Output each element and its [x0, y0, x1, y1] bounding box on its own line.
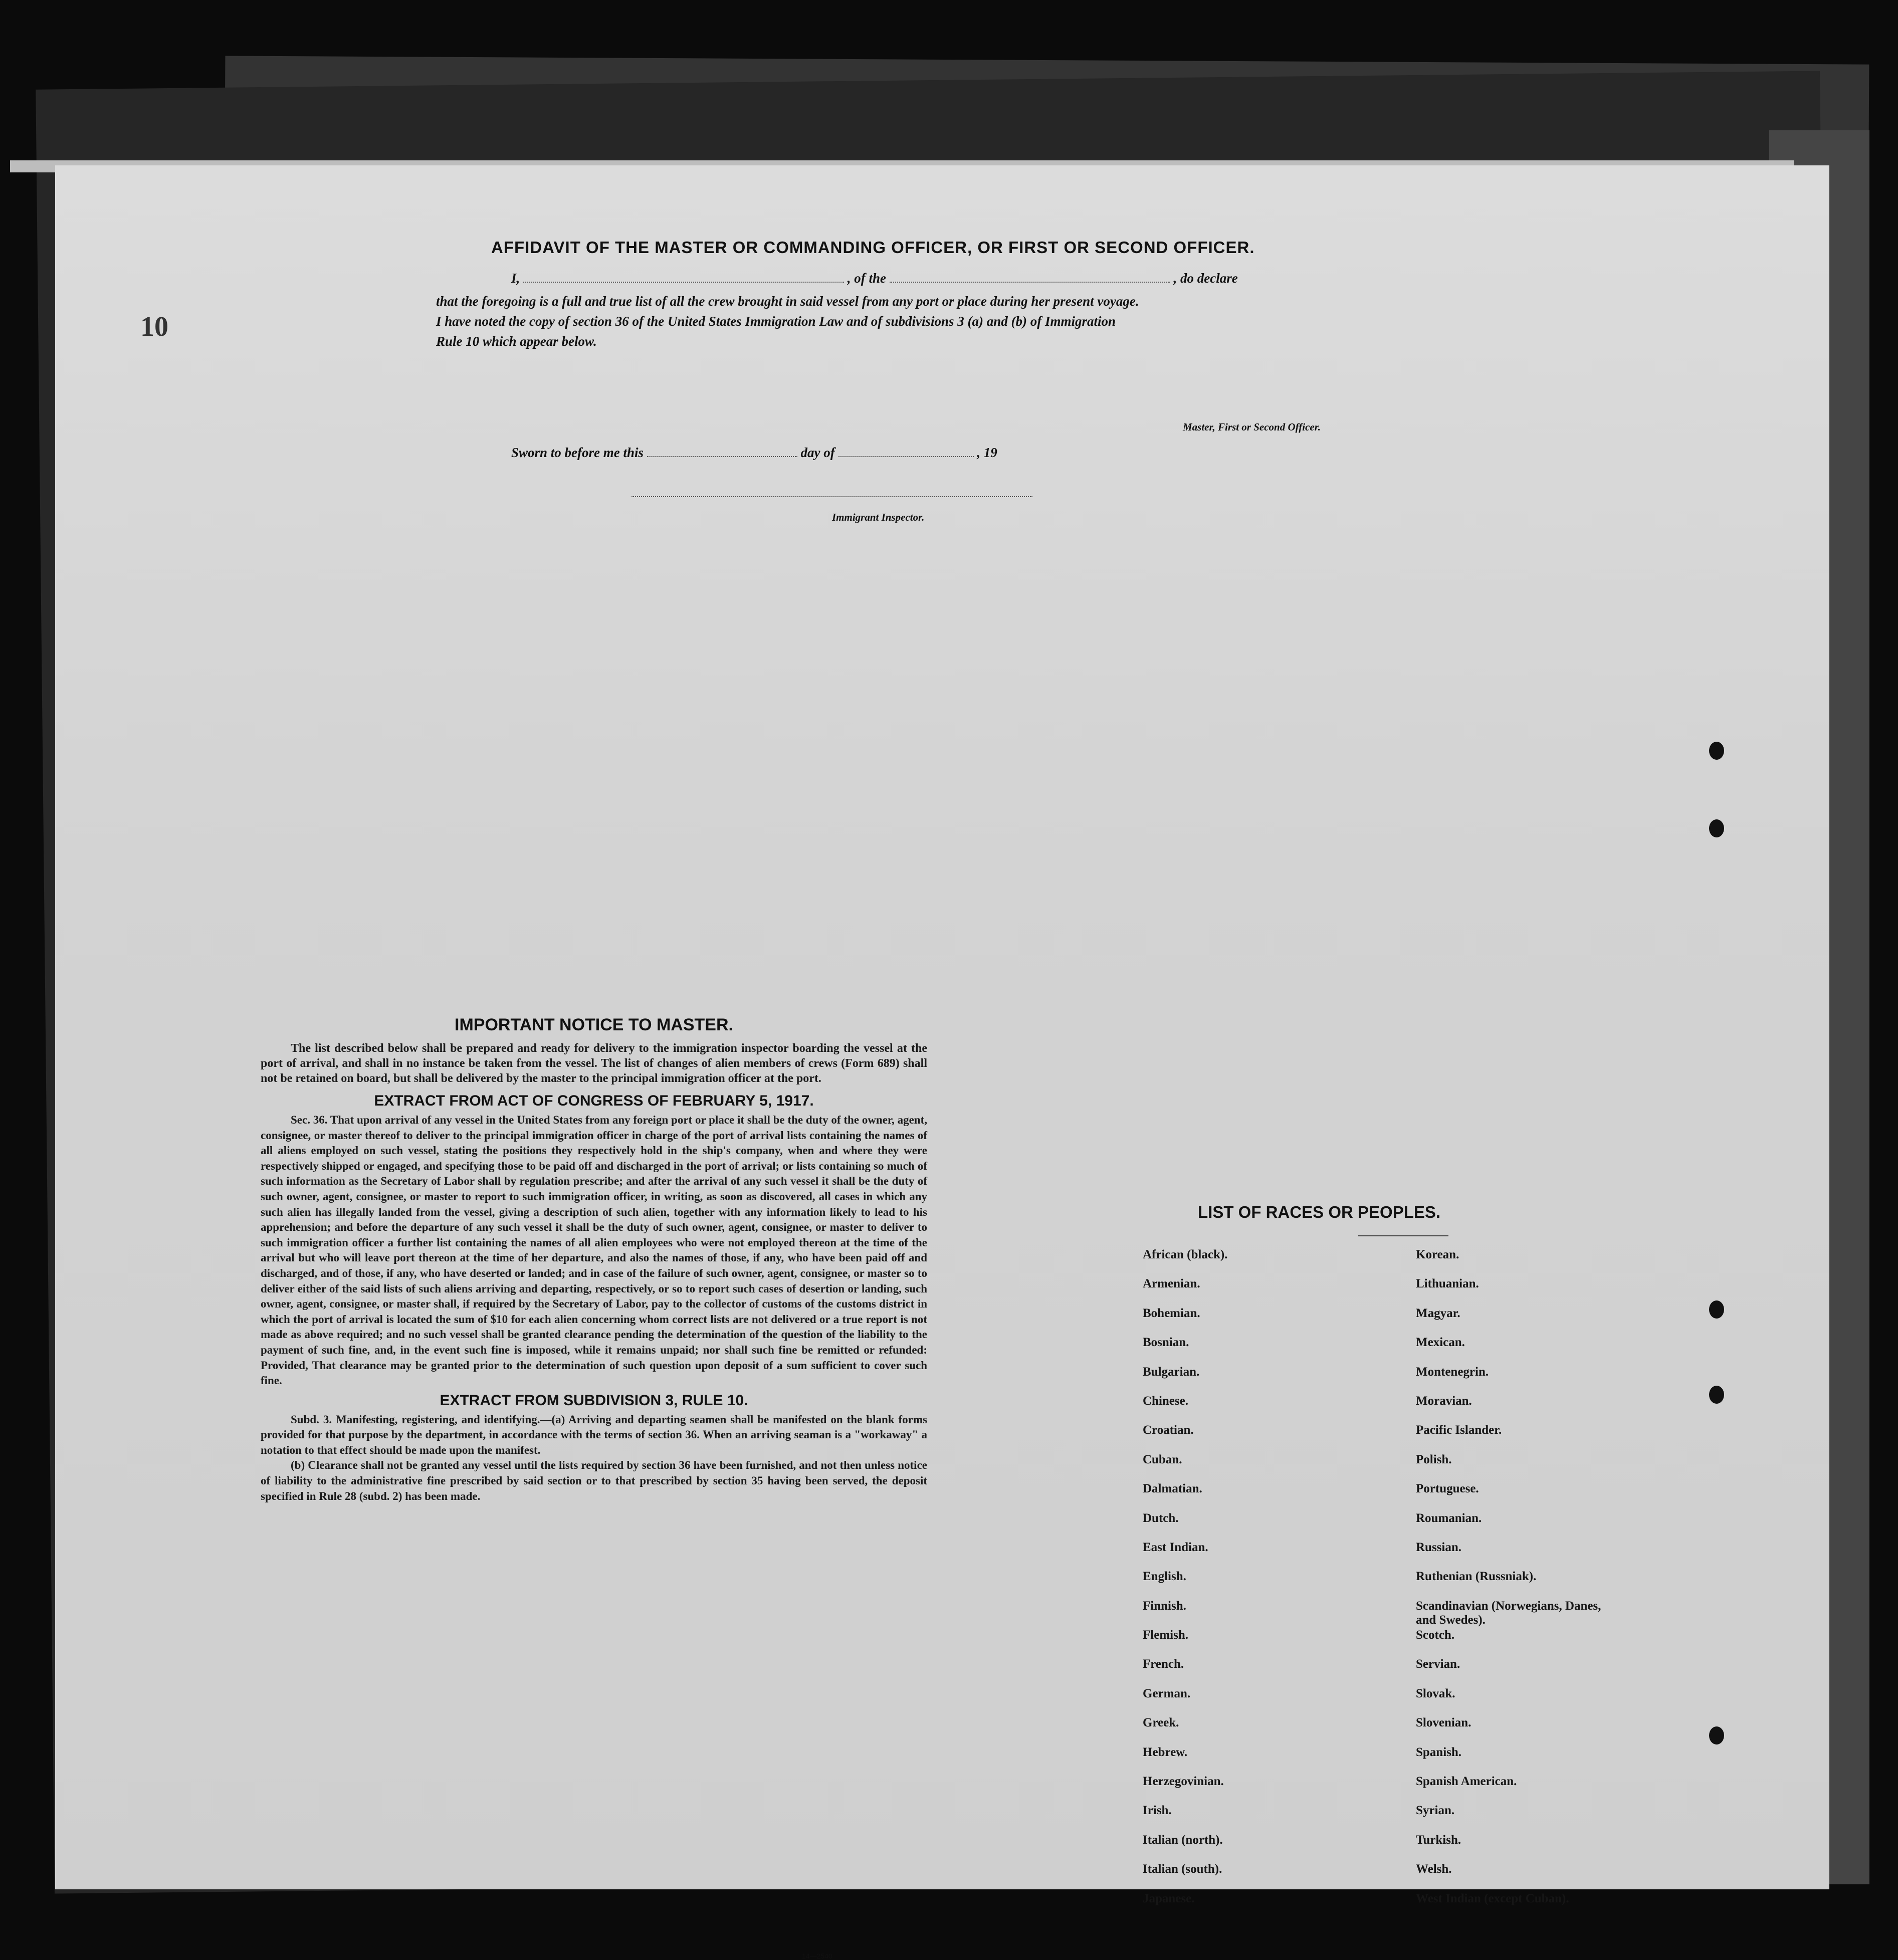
race-item: Syrian.	[1416, 1804, 1455, 1818]
manifest-form-page	[55, 165, 1829, 1960]
sheet-number: 10	[140, 311, 168, 342]
race-item: Hebrew.	[1143, 1745, 1188, 1759]
race-item: Moravian.	[1416, 1394, 1472, 1408]
rule-text-b: (b) Clearance shall not be granted any vessel until the lists required by section 36 have been furnished, and not then unless notice of liability to the administrative fine prescribed by said section or to that prescribed by section 35 having been served, the deposit specified in Rule 28 (subd. 2) has been made.	[261, 1459, 927, 1502]
binder-hole	[1709, 1300, 1724, 1319]
race-item: English.	[1143, 1570, 1186, 1584]
race-item: Mexican.	[1416, 1336, 1465, 1350]
notice-title: IMPORTANT NOTICE TO MASTER.	[455, 1015, 733, 1034]
affidavit-title: AFFIDAVIT OF THE MASTER OR COMMANDING OFFICER, OR FIRST OR SECOND OFFICER.	[491, 238, 1255, 257]
race-item: Croatian.	[1143, 1423, 1194, 1437]
races-column-1	[1143, 1248, 1227, 1921]
race-item: East Indian.	[1143, 1540, 1208, 1554]
race-item: Bulgarian.	[1143, 1365, 1200, 1379]
race-item: Slovenian.	[1416, 1716, 1471, 1730]
race-item: Italian (south).	[1143, 1862, 1222, 1876]
race-item: Scotch.	[1416, 1628, 1455, 1642]
race-item: Spanish.	[1416, 1745, 1462, 1759]
race-item: Finnish.	[1143, 1599, 1186, 1613]
race-item: Bohemian.	[1143, 1306, 1200, 1320]
races-rule	[1358, 1235, 1448, 1236]
sworn-before: Sworn to before me this	[511, 445, 644, 460]
race-item: Magyar.	[1416, 1306, 1460, 1320]
name-blank	[523, 271, 844, 283]
race-item: Japanese.	[1143, 1891, 1195, 1905]
race-item: Italian (north).	[1143, 1833, 1223, 1847]
binder-hole	[1709, 1726, 1724, 1745]
race-item: Irish.	[1143, 1804, 1172, 1818]
affidavit-of-the: , of the	[847, 271, 887, 286]
race-item: Russian.	[1416, 1540, 1462, 1554]
races-title: LIST OF RACES OR PEOPLES.	[1198, 1203, 1441, 1221]
sworn-year: , 19	[977, 445, 997, 460]
race-item: Spanish American.	[1416, 1775, 1517, 1789]
affidavit-line-3: I have noted the copy of section 36 of the United States Immigration Law and of subdivisions 3 (a) and (b) of Immigration	[436, 314, 1116, 329]
race-item: Armenian.	[1143, 1277, 1200, 1291]
race-item: Flemish.	[1143, 1628, 1188, 1642]
race-item: Chinese.	[1143, 1394, 1188, 1408]
races-column-2	[1416, 1248, 1606, 1921]
inspector-signature-line	[631, 496, 1032, 497]
act-text: Sec. 36. That upon arrival of any vessel in the United States from any foreign port or place it shall be the duty of the owner, agent, consignee, or master thereof to deliver to the principal immigration officer in charge of the port of arrival lists containing the names of all aliens employed on such vessel, stating the positions they respectively hold in the ship's company, when and where they were respectively shipped or engaged, and specifying those to be paid off and discharged in the port of arrival; or lists containing so much of such information as the Secretary of Labor shall by regulation prescribe; and after the arrival of any such vessel it shall be the duty of such owner, agent, consignee, or master to report to such immigration officer, in writing, as soon as discovered, all cases in which any such alien has illegally landed from the vessel, giving a description of such alien, together with any information likely to lead to his apprehension; and before the departure of any such vessel it shall be the duty of such owner, agent, consignee, or master to deliver to such immigration officer a further list containing the names of all alien employees who were not employed thereon at the time of the arrival but who will leave port thereon at the time of her departure, and also the names of those, if any, who have been paid off and discharged, and of those, if any, who have deserted or landed; and in case of the failure of such owner, agent, consignee, or master so to deliver either of the said lists of such aliens arriving and departing, respectively, or so to report such cases of desertion or landing, such owner, agent, consignee, or master shall, if required by the Secretary of Labor, pay to the collector of customs of the customs district in which the port of arrival is located the sum of $10 for each alien concerning whom correct lists are not delivered or a true report is not made as above required; and no such vessel shall be granted clearance pending the determination of the question of the liability to the payment of such fine, and, in the event such fine is imposed, while it remains unpaid; nor shall such fine be remitted or refunded: Provided, That clearance may be granted prior to the determination of such question upon deposit of a sum sufficient to cover such fine.	[261, 1114, 927, 1387]
vessel-blank	[890, 271, 1170, 283]
day-blank	[647, 445, 797, 457]
affidavit-i: I,	[511, 271, 520, 286]
notice-column	[261, 1017, 927, 1504]
race-item: Dalmatian.	[1143, 1482, 1202, 1496]
race-item: Pacific Islander.	[1416, 1423, 1502, 1437]
race-item: Polish.	[1416, 1452, 1452, 1466]
race-item: West Indian (except Cuban).	[1416, 1891, 1569, 1905]
race-item: Roumanian.	[1416, 1511, 1482, 1525]
race-item: Montenegrin.	[1416, 1365, 1489, 1379]
race-item: Servian.	[1416, 1657, 1460, 1671]
race-item: Scandinavian (Norwegians, Danes, and Swedes).	[1416, 1599, 1601, 1627]
affidavit-line-1	[436, 271, 1238, 286]
race-item: German.	[1143, 1686, 1191, 1700]
affidavit-line-2: that the foregoing is a full and true list of all the crew brought in said vessel from any port or place during her present voyage.	[436, 294, 1139, 309]
race-item: Lithuanian.	[1416, 1277, 1479, 1291]
notice-text: The list described below shall be prepared and ready for delivery to the immigration inspector boarding the vessel at the port of arrival, and shall in no instance be taken from the vessel. The list of changes of alien members of crews (Form 689) shall not be retained on board, but shall be delivered by the master to the principal immigration officer at the port.	[261, 1042, 927, 1085]
race-item: Korean.	[1416, 1248, 1459, 1261]
race-item: Cuban.	[1143, 1452, 1182, 1466]
act-title: EXTRACT FROM ACT OF CONGRESS OF FEBRUARY 5, 1917.	[374, 1093, 814, 1109]
month-blank	[838, 445, 974, 457]
race-item: Ruthenian (Russniak).	[1416, 1570, 1537, 1584]
race-item: French.	[1143, 1657, 1184, 1671]
race-item: Welsh.	[1416, 1862, 1452, 1876]
affidavit-declare: , do declare	[1173, 271, 1238, 286]
race-item: Dutch.	[1143, 1511, 1179, 1525]
binder-hole	[1709, 1386, 1724, 1404]
race-item: Bosnian.	[1143, 1336, 1189, 1350]
race-item: Slovak.	[1416, 1686, 1455, 1700]
race-item: Turkish.	[1416, 1833, 1461, 1847]
sworn-day-of: day of	[800, 445, 835, 460]
race-item: Greek.	[1143, 1716, 1179, 1730]
signature-label: Master, First or Second Officer.	[1183, 421, 1321, 433]
race-item: Herzegovinian.	[1143, 1775, 1224, 1789]
rule-text-a: Subd. 3. Manifesting, registering, and identifying.—(a) Arriving and departing seamen shall be manifested on the blank forms provided for that purpose by the department, in accordance with the terms of section 36. When an arriving seaman is a "workaway" a notation to that effect should be made upon the manifest.	[261, 1413, 927, 1456]
sworn-line	[511, 445, 997, 461]
form-number: 14—2540	[802, 1952, 832, 1960]
binder-hole	[1709, 819, 1724, 837]
race-item: Portuguese.	[1416, 1482, 1479, 1496]
inspector-label: Immigrant Inspector.	[832, 511, 925, 523]
race-item: African (black).	[1143, 1248, 1228, 1261]
affidavit-line-4: Rule 10 which appear below.	[436, 334, 597, 349]
rule-title: EXTRACT FROM SUBDIVISION 3, RULE 10.	[440, 1392, 748, 1409]
binder-hole	[1709, 742, 1724, 760]
